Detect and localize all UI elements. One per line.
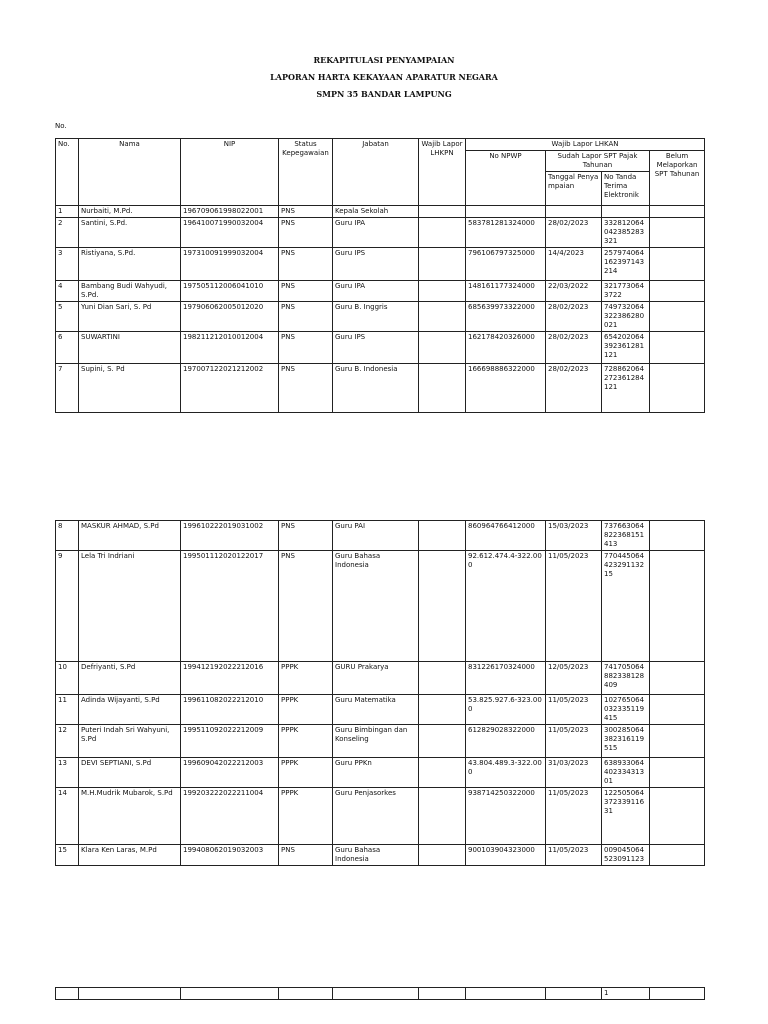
cell-jabatan: Kepala Sekolah: [333, 206, 419, 218]
cell-belum: [650, 206, 705, 218]
cell-wajib-lhkpn: [419, 845, 466, 866]
cell-no: 5: [56, 302, 79, 332]
cell-tanggal: 28/02/2023: [546, 218, 602, 248]
cell-jabatan: Guru B. Indonesia: [333, 364, 419, 413]
cell-belum: [650, 695, 705, 725]
cell-status: PNS: [279, 218, 333, 248]
cell-no: 6: [56, 332, 79, 364]
cell-jabatan: Guru Matematika: [333, 695, 419, 725]
cell-jabatan: Guru Bahasa Indonesia: [333, 845, 419, 866]
cell-tanggal: 28/02/2023: [546, 332, 602, 364]
cell-tanggal: [546, 206, 602, 218]
cell-jabatan: Guru IPS: [333, 248, 419, 281]
cell-nama: Bambang Budi Wahyudi, S.Pd.: [79, 281, 181, 302]
cell-tanggal: 12/05/2023: [546, 662, 602, 695]
cell-nip: 197310091999032004: [181, 248, 279, 281]
table-row: [56, 281, 705, 302]
cell-npwp: 92.612.474.4-322.000: [466, 551, 546, 662]
page-number: 1: [602, 988, 650, 1000]
cell-tanggal: 11/05/2023: [546, 788, 602, 845]
cell-jabatan: Guru IPA: [333, 281, 419, 302]
cell-nip: 199408062019032003: [181, 845, 279, 866]
cell-tanda: 257974064162397143214: [602, 248, 650, 281]
cell-nama: Adinda Wijayanti, S.Pd: [79, 695, 181, 725]
header-tanggal: Tanggal Penyampaian: [546, 172, 602, 206]
cell-tanda: 12250506437233911631: [602, 788, 650, 845]
cell-no: 9: [56, 551, 79, 662]
cell-nama: DEVI SEPTIANI, S.Pd: [79, 758, 181, 788]
table-row: [56, 845, 705, 866]
cell-nama: SUWARTINI: [79, 332, 181, 364]
header-wajib-lhkpn: Wajib Lapor LHKPN: [419, 139, 466, 206]
cell-nama: Defriyanti, S.Pd: [79, 662, 181, 695]
cell-wajib-lhkpn: [419, 695, 466, 725]
table-row: [56, 302, 705, 332]
cell-nip: 199610222019031002: [181, 521, 279, 551]
cell-belum: [650, 725, 705, 758]
cell-nip: 198211212010012004: [181, 332, 279, 364]
cell-wajib-lhkpn: [419, 788, 466, 845]
header-jabatan: Jabatan: [333, 139, 419, 206]
cell-nip: 197505112006041010: [181, 281, 279, 302]
cell-nip: 197906062005012020: [181, 302, 279, 332]
cell-tanda: 300285064382316119515: [602, 725, 650, 758]
cell-nip: 199511092022212009: [181, 725, 279, 758]
cell-no: 14: [56, 788, 79, 845]
cell-status: PPPK: [279, 695, 333, 725]
lhkpn-table-page-3: [55, 987, 705, 1000]
cell-npwp: 938714250322000: [466, 788, 546, 845]
cell-wajib-lhkpn: [419, 332, 466, 364]
cell-nama: Puteri Indah Sri Wahyuni, S.Pd: [79, 725, 181, 758]
table-row: [56, 695, 705, 725]
cell-wajib-lhkpn: [419, 725, 466, 758]
cell-jabatan: Guru IPA: [333, 218, 419, 248]
cell-tanda: 009045064523091123: [602, 845, 650, 866]
cell-nip: 199609042022212003: [181, 758, 279, 788]
table-row: [56, 758, 705, 788]
cell-nama: Nurbaiti, M.Pd.: [79, 206, 181, 218]
cell-status: PNS: [279, 332, 333, 364]
cell-tanggal: 11/05/2023: [546, 725, 602, 758]
cell-npwp: 685639973322000: [466, 302, 546, 332]
cell-npwp: 53.825.927.6-323.000: [466, 695, 546, 725]
table-row: [56, 662, 705, 695]
cell-no: 10: [56, 662, 79, 695]
cell-belum: [650, 521, 705, 551]
table-row: [56, 332, 705, 364]
cell-tanggal: 14/4/2023: [546, 248, 602, 281]
table-row: [56, 988, 705, 1000]
cell-nama: Santini, S.Pd.: [79, 218, 181, 248]
cell-tanggal: 31/03/2023: [546, 758, 602, 788]
cell-npwp: 43.804.489.3-322.000: [466, 758, 546, 788]
cell-status: PNS: [279, 281, 333, 302]
cell-npwp: 860964766412000: [466, 521, 546, 551]
cell-jabatan: Guru B. Inggris: [333, 302, 419, 332]
cell-status: PNS: [279, 845, 333, 866]
cell-tanda: 102765064032335119415: [602, 695, 650, 725]
cell-nama: Ristiyana, S.Pd.: [79, 248, 181, 281]
cell-no: 3: [56, 248, 79, 281]
header-nama: Nama: [79, 139, 181, 206]
cell-npwp: 148161177324000: [466, 281, 546, 302]
table-row: [56, 551, 705, 662]
cell-wajib-lhkpn: [419, 281, 466, 302]
cell-status: PNS: [279, 248, 333, 281]
cell-tanggal: 11/05/2023: [546, 695, 602, 725]
cell-nama: M.H.Mudrik Mubarok, S.Pd: [79, 788, 181, 845]
cell-nama: MASKUR AHMAD, S.Pd: [79, 521, 181, 551]
cell-nama: Supini, S. Pd: [79, 364, 181, 413]
cell-tanggal: 11/05/2023: [546, 845, 602, 866]
table-row: [56, 218, 705, 248]
cell-nama: Yuni Dian Sari, S. Pd: [79, 302, 181, 332]
no-label: No.: [55, 122, 67, 130]
header-sudah-spt: Sudah Lapor SPT Pajak Tahunan: [546, 151, 650, 172]
header-no: No.: [56, 139, 79, 206]
cell-nama: Klara Ken Laras, M.Pd: [79, 845, 181, 866]
cell-no: 8: [56, 521, 79, 551]
cell-belum: [650, 218, 705, 248]
cell-status: PNS: [279, 364, 333, 413]
cell-tanda: 728862064272361284121: [602, 364, 650, 413]
cell-no: 11: [56, 695, 79, 725]
cell-nama: Lela Tri Indriani: [79, 551, 181, 662]
header-wajib-lhkan: Wajib Lapor LHKAN: [466, 139, 705, 151]
header-belum: Belum Melaporkan SPT Tahunan: [650, 151, 705, 206]
lhkpn-table-page-1: [55, 138, 705, 413]
cell-jabatan: GURU Prakarya: [333, 662, 419, 695]
cell-nip: 199611082022212010: [181, 695, 279, 725]
cell-npwp: 831226170324000: [466, 662, 546, 695]
cell-belum: [650, 551, 705, 662]
table-row: [56, 206, 705, 218]
header-nip: NIP: [181, 139, 279, 206]
cell-belum: [650, 662, 705, 695]
cell-jabatan: Guru Bimbingan dan Konseling: [333, 725, 419, 758]
title-line-1: REKAPITULASI PENYAMPAIAN: [313, 55, 455, 65]
cell-npwp: 900103904323000: [466, 845, 546, 866]
cell-tanggal: 28/02/2023: [546, 302, 602, 332]
table-row: [56, 521, 705, 551]
cell-no: 13: [56, 758, 79, 788]
lhkpn-table-page-2: [55, 520, 705, 866]
cell-wajib-lhkpn: [419, 248, 466, 281]
cell-wajib-lhkpn: [419, 218, 466, 248]
cell-nip: 199501112020122017: [181, 551, 279, 662]
cell-tanggal: 15/03/2023: [546, 521, 602, 551]
cell-belum: [650, 845, 705, 866]
cell-tanda: 737663064822368151413: [602, 521, 650, 551]
cell-status: PPPK: [279, 758, 333, 788]
cell-nip: 199203222022211004: [181, 788, 279, 845]
cell-belum: [650, 788, 705, 845]
cell-jabatan: Guru IPS: [333, 332, 419, 364]
cell-status: PNS: [279, 206, 333, 218]
table-row: [56, 364, 705, 413]
cell-no: 15: [56, 845, 79, 866]
cell-no: 4: [56, 281, 79, 302]
cell-npwp: 583781281324000: [466, 218, 546, 248]
table-row: [56, 248, 705, 281]
cell-status: PNS: [279, 521, 333, 551]
cell-belum: [650, 758, 705, 788]
cell-status: PPPK: [279, 662, 333, 695]
cell-tanda: 332812064042385283321: [602, 218, 650, 248]
cell-jabatan: Guru PPKn: [333, 758, 419, 788]
cell-nip: 196709061998022001: [181, 206, 279, 218]
cell-tanggal: 11/05/2023: [546, 551, 602, 662]
header-npwp: No NPWP: [466, 151, 546, 206]
cell-status: PPPK: [279, 788, 333, 845]
cell-tanggal: 28/02/2023: [546, 364, 602, 413]
header-tanda: No Tanda Terima Elektronik: [602, 172, 650, 206]
cell-belum: [650, 332, 705, 364]
cell-belum: [650, 302, 705, 332]
cell-wajib-lhkpn: [419, 302, 466, 332]
cell-tanda: 3217730643722: [602, 281, 650, 302]
cell-belum: [650, 364, 705, 413]
header-status: Status Kepegawaian: [279, 139, 333, 206]
cell-npwp: 612829028322000: [466, 725, 546, 758]
cell-nip: 197007122021212002: [181, 364, 279, 413]
cell-wajib-lhkpn: [419, 364, 466, 413]
title-line-3: SMPN 35 BANDAR LAMPUNG: [316, 89, 452, 99]
cell-wajib-lhkpn: [419, 206, 466, 218]
cell-no: 12: [56, 725, 79, 758]
cell-npwp: [466, 206, 546, 218]
cell-no: 1: [56, 206, 79, 218]
cell-wajib-lhkpn: [419, 662, 466, 695]
cell-jabatan: Guru Penjasorkes: [333, 788, 419, 845]
cell-tanda: 63893306440233431301: [602, 758, 650, 788]
cell-wajib-lhkpn: [419, 521, 466, 551]
cell-tanda: 654202064392361281121: [602, 332, 650, 364]
cell-npwp: 162178420326000: [466, 332, 546, 364]
cell-no: 7: [56, 364, 79, 413]
cell-tanda: 77044506442329113215: [602, 551, 650, 662]
cell-status: PNS: [279, 551, 333, 662]
cell-tanda: 749732064322386280021: [602, 302, 650, 332]
cell-wajib-lhkpn: [419, 758, 466, 788]
cell-status: PPPK: [279, 725, 333, 758]
cell-jabatan: Guru Bahasa Indonesia: [333, 551, 419, 662]
table-row: [56, 788, 705, 845]
cell-npwp: 166698886322000: [466, 364, 546, 413]
cell-no: 2: [56, 218, 79, 248]
cell-nip: 199412192022212016: [181, 662, 279, 695]
cell-status: PNS: [279, 302, 333, 332]
cell-belum: [650, 281, 705, 302]
cell-npwp: 796106797325000: [466, 248, 546, 281]
table-row: [56, 725, 705, 758]
cell-tanda: [602, 206, 650, 218]
cell-nip: 196410071990032004: [181, 218, 279, 248]
cell-jabatan: Guru PAI: [333, 521, 419, 551]
cell-tanda: 741705064882338128409: [602, 662, 650, 695]
cell-wajib-lhkpn: [419, 551, 466, 662]
title-line-2: LAPORAN HARTA KEKAYAAN APARATUR NEGARA: [270, 72, 498, 82]
cell-belum: [650, 248, 705, 281]
cell-tanggal: 22/03/2022: [546, 281, 602, 302]
